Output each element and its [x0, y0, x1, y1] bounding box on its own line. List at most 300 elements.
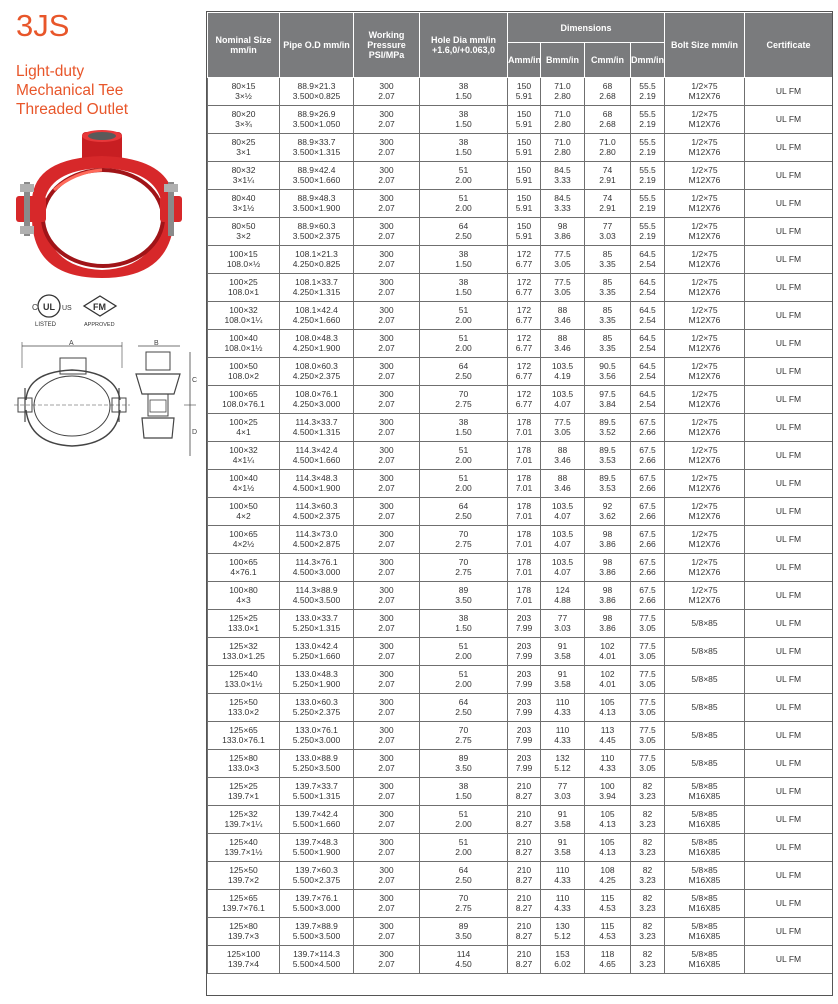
cell-certificate: UL FM	[745, 190, 833, 218]
cell-bolt-size: 1/2×75 M12X76	[665, 246, 745, 274]
cell-dim-b: 103.5 4.07	[541, 554, 585, 582]
cell-certificate: UL FM	[745, 778, 833, 806]
cell-dim-d: 55.5 2.19	[631, 162, 665, 190]
ul-c-mark: C	[32, 303, 38, 312]
cell-working-pressure: 300 2.07	[354, 190, 420, 218]
cell-dim-b: 77.5 3.05	[541, 414, 585, 442]
cell-dim-d: 67.5 2.66	[631, 554, 665, 582]
cell-dim-a: 150 5.91	[508, 162, 541, 190]
cell-dim-d: 82 3.23	[631, 806, 665, 834]
cell-certificate: UL FM	[745, 134, 833, 162]
cell-dim-b: 91 3.58	[541, 638, 585, 666]
cell-bolt-size: 5/8×85	[665, 666, 745, 694]
cell-nominal-size: 80×25 3×1	[208, 134, 280, 162]
cell-hole-dia: 89 3.50	[420, 750, 508, 778]
cell-certificate: UL FM	[745, 666, 833, 694]
cell-nominal-size: 125×65 133.0×76.1	[208, 722, 280, 750]
cell-bolt-size: 5/8×85 M16X85	[665, 946, 745, 974]
cell-nominal-size: 100×65 4×2½	[208, 526, 280, 554]
cell-pipe-od: 139.7×114.3 5.500×4.500	[280, 946, 354, 974]
cell-dim-b: 88 3.46	[541, 302, 585, 330]
cell-bolt-size: 5/8×85	[665, 750, 745, 778]
cell-certificate: UL FM	[745, 694, 833, 722]
cell-bolt-size: 1/2×75 M12X76	[665, 498, 745, 526]
cell-bolt-size: 1/2×75 M12X76	[665, 106, 745, 134]
cell-working-pressure: 300 2.07	[354, 274, 420, 302]
cell-pipe-od: 133.0×33.7 5.250×1.315	[280, 610, 354, 638]
cell-pipe-od: 108.0×60.3 4.250×2.375	[280, 358, 354, 386]
fm-mark: FM	[93, 302, 106, 312]
table-row	[208, 106, 833, 134]
cell-certificate: UL FM	[745, 610, 833, 638]
cell-pipe-od: 108.1×42.4 4.250×1.660	[280, 302, 354, 330]
table-row	[208, 218, 833, 246]
cell-dim-c: 105 4.13	[585, 806, 631, 834]
cell-dim-c: 68 2.68	[585, 78, 631, 106]
cell-pipe-od: 133.0×76.1 5.250×3.000	[280, 722, 354, 750]
cell-nominal-size: 125×100 139.7×4	[208, 946, 280, 974]
cell-dim-a: 150 5.91	[508, 78, 541, 106]
header-dim-c: Cmm/in	[585, 43, 631, 78]
cell-bolt-size: 1/2×75 M12X76	[665, 218, 745, 246]
cell-dim-d: 77.5 3.05	[631, 722, 665, 750]
cell-pipe-od: 114.3×60.3 4.500×2.375	[280, 498, 354, 526]
cell-dim-b: 71.0 2.80	[541, 106, 585, 134]
cell-hole-dia: 64 2.50	[420, 694, 508, 722]
cell-nominal-size: 80×15 3×½	[208, 78, 280, 106]
cell-working-pressure: 300 2.07	[354, 470, 420, 498]
cell-dim-b: 132 5.12	[541, 750, 585, 778]
cell-working-pressure: 300 2.07	[354, 778, 420, 806]
cell-pipe-od: 108.0×48.3 4.250×1.900	[280, 330, 354, 358]
cell-certificate: UL FM	[745, 526, 833, 554]
cell-dim-b: 103.5 4.07	[541, 526, 585, 554]
cell-hole-dia: 70 2.75	[420, 722, 508, 750]
table-row	[208, 190, 833, 218]
cell-dim-a: 210 8.27	[508, 946, 541, 974]
cell-nominal-size: 100×80 4×3	[208, 582, 280, 610]
cell-dim-c: 92 3.62	[585, 498, 631, 526]
header-bolt-size: Bolt Size mm/in	[665, 13, 745, 78]
cell-certificate: UL FM	[745, 554, 833, 582]
cell-dim-d: 82 3.23	[631, 918, 665, 946]
cell-bolt-size: 1/2×75 M12X76	[665, 274, 745, 302]
cell-pipe-od: 139.7×76.1 5.500×3.000	[280, 890, 354, 918]
cell-pipe-od: 108.1×21.3 4.250×0.825	[280, 246, 354, 274]
header-dimensions: Dimensions	[508, 13, 665, 43]
cell-dim-d: 77.5 3.05	[631, 638, 665, 666]
certification-marks	[28, 292, 138, 330]
cell-hole-dia: 64 2.50	[420, 218, 508, 246]
cell-dim-a: 210 8.27	[508, 778, 541, 806]
cell-certificate: UL FM	[745, 806, 833, 834]
cell-working-pressure: 300 2.07	[354, 806, 420, 834]
cell-dim-a: 172 6.77	[508, 386, 541, 414]
cell-dim-c: 98 3.86	[585, 582, 631, 610]
cell-pipe-od: 114.3×48.3 4.500×1.900	[280, 470, 354, 498]
cell-bolt-size: 1/2×75 M12X76	[665, 190, 745, 218]
cell-dim-b: 77.5 3.05	[541, 274, 585, 302]
cell-dim-b: 103.5 4.19	[541, 358, 585, 386]
cell-nominal-size: 125×25 139.7×1	[208, 778, 280, 806]
cell-dim-a: 172 6.77	[508, 274, 541, 302]
model-title: 3JS	[16, 8, 70, 43]
cell-dim-b: 84.5 3.33	[541, 190, 585, 218]
header-certificate: Certificate	[745, 13, 833, 78]
cell-working-pressure: 300 2.07	[354, 218, 420, 246]
cell-pipe-od: 114.3×73.0 4.500×2.875	[280, 526, 354, 554]
cell-bolt-size: 1/2×75 M12X76	[665, 470, 745, 498]
cell-pipe-od: 133.0×42.4 5.250×1.660	[280, 638, 354, 666]
cell-bolt-size: 5/8×85	[665, 638, 745, 666]
cell-dim-d: 55.5 2.19	[631, 190, 665, 218]
table-row	[208, 498, 833, 526]
product-panel	[0, 0, 205, 1004]
cell-nominal-size: 100×65 4×76.1	[208, 554, 280, 582]
cell-dim-a: 203 7.99	[508, 750, 541, 778]
cell-dim-b: 88 3.46	[541, 330, 585, 358]
cell-certificate: UL FM	[745, 918, 833, 946]
cell-dim-c: 90.5 3.56	[585, 358, 631, 386]
cell-bolt-size: 1/2×75 M12X76	[665, 442, 745, 470]
spec-table	[207, 12, 833, 974]
cell-dim-c: 77 3.03	[585, 218, 631, 246]
cell-hole-dia: 51 2.00	[420, 330, 508, 358]
cell-dim-d: 82 3.23	[631, 946, 665, 974]
cell-working-pressure: 300 2.07	[354, 302, 420, 330]
cell-hole-dia: 51 2.00	[420, 190, 508, 218]
cell-dim-d: 55.5 2.19	[631, 78, 665, 106]
cell-dim-c: 110 4.33	[585, 750, 631, 778]
subtitle-line: Mechanical Tee	[16, 82, 124, 99]
cell-certificate: UL FM	[745, 638, 833, 666]
cell-nominal-size: 125×40 133.0×1½	[208, 666, 280, 694]
cell-nominal-size: 100×40 4×1½	[208, 470, 280, 498]
table-row	[208, 946, 833, 974]
cell-certificate: UL FM	[745, 106, 833, 134]
cell-working-pressure: 300 2.07	[354, 722, 420, 750]
cell-nominal-size: 125×25 133.0×1	[208, 610, 280, 638]
cell-nominal-size: 100×15 108.0×½	[208, 246, 280, 274]
cell-nominal-size: 100×40 108.0×1½	[208, 330, 280, 358]
cell-dim-d: 55.5 2.19	[631, 106, 665, 134]
cell-hole-dia: 38 1.50	[420, 134, 508, 162]
cell-hole-dia: 51 2.00	[420, 302, 508, 330]
header-dim-b: Bmm/in	[541, 43, 585, 78]
cell-certificate: UL FM	[745, 834, 833, 862]
cell-pipe-od: 133.0×88.9 5.250×3.500	[280, 750, 354, 778]
cell-certificate: UL FM	[745, 386, 833, 414]
cell-dim-d: 67.5 2.66	[631, 414, 665, 442]
cell-working-pressure: 300 2.07	[354, 946, 420, 974]
cell-nominal-size: 80×40 3×1½	[208, 190, 280, 218]
cell-working-pressure: 300 2.07	[354, 638, 420, 666]
table-row	[208, 526, 833, 554]
cell-bolt-size: 1/2×75 M12X76	[665, 134, 745, 162]
cell-pipe-od: 133.0×48.3 5.250×1.900	[280, 666, 354, 694]
product-subtitle	[16, 62, 128, 119]
dim-label-c: C	[192, 377, 198, 384]
cell-nominal-size: 125×40 139.7×1½	[208, 834, 280, 862]
cell-dim-c: 85 3.35	[585, 274, 631, 302]
cell-dim-a: 178 7.01	[508, 498, 541, 526]
cell-bolt-size: 1/2×75 M12X76	[665, 302, 745, 330]
subtitle-line: Light-duty	[16, 63, 85, 80]
cell-dim-d: 67.5 2.66	[631, 442, 665, 470]
cell-dim-b: 71.0 2.80	[541, 78, 585, 106]
cell-bolt-size: 5/8×85	[665, 610, 745, 638]
cell-hole-dia: 38 1.50	[420, 610, 508, 638]
cell-hole-dia: 51 2.00	[420, 442, 508, 470]
header-dim-d: Dmm/in	[631, 43, 665, 78]
cell-bolt-size: 5/8×85 M16X85	[665, 862, 745, 890]
cell-nominal-size: 125×80 139.7×3	[208, 918, 280, 946]
cell-pipe-od: 88.9×33.7 3.500×1.315	[280, 134, 354, 162]
dim-label-d: D	[192, 429, 198, 436]
cell-working-pressure: 300 2.07	[354, 386, 420, 414]
cell-hole-dia: 64 2.50	[420, 358, 508, 386]
cell-dim-c: 115 4.53	[585, 918, 631, 946]
cell-hole-dia: 70 2.75	[420, 554, 508, 582]
cell-dim-b: 110 4.33	[541, 722, 585, 750]
cell-dim-c: 89.5 3.52	[585, 414, 631, 442]
cell-pipe-od: 88.9×21.3 3.500×0.825	[280, 78, 354, 106]
cell-dim-a: 210 8.27	[508, 806, 541, 834]
cell-hole-dia: 38 1.50	[420, 778, 508, 806]
cell-nominal-size: 125×80 133.0×3	[208, 750, 280, 778]
cell-dim-c: 98 3.86	[585, 610, 631, 638]
cell-certificate: UL FM	[745, 246, 833, 274]
cell-bolt-size: 1/2×75 M12X76	[665, 386, 745, 414]
cell-certificate: UL FM	[745, 358, 833, 386]
table-row	[208, 358, 833, 386]
cell-dim-c: 74 2.91	[585, 162, 631, 190]
cell-bolt-size: 1/2×75 M12X76	[665, 78, 745, 106]
cell-pipe-od: 139.7×42.4 5.500×1.660	[280, 806, 354, 834]
cell-dim-d: 82 3.23	[631, 834, 665, 862]
cell-dim-c: 71.0 2.80	[585, 134, 631, 162]
cell-nominal-size: 80×32 3×1¼	[208, 162, 280, 190]
table-row	[208, 274, 833, 302]
table-row	[208, 162, 833, 190]
cell-dim-a: 172 6.77	[508, 246, 541, 274]
product-photo	[14, 130, 184, 280]
table-row	[208, 638, 833, 666]
cell-pipe-od: 114.3×76.1 4.500×3.000	[280, 554, 354, 582]
table-row	[208, 414, 833, 442]
cell-pipe-od: 88.9×60.3 3.500×2.375	[280, 218, 354, 246]
cell-hole-dia: 51 2.00	[420, 162, 508, 190]
table-row	[208, 302, 833, 330]
cell-pipe-od: 139.7×88.9 5.500×3.500	[280, 918, 354, 946]
cell-working-pressure: 300 2.07	[354, 526, 420, 554]
ul-us-mark: US	[62, 305, 72, 312]
cell-dim-a: 210 8.27	[508, 918, 541, 946]
cell-dim-d: 67.5 2.66	[631, 470, 665, 498]
cell-working-pressure: 300 2.07	[354, 106, 420, 134]
cell-certificate: UL FM	[745, 722, 833, 750]
cell-dim-b: 110 4.33	[541, 890, 585, 918]
cell-working-pressure: 300 2.07	[354, 78, 420, 106]
cell-dim-c: 108 4.25	[585, 862, 631, 890]
cell-pipe-od: 114.3×88.9 4.500×3.500	[280, 582, 354, 610]
cell-dim-a: 150 5.91	[508, 190, 541, 218]
cell-dim-c: 89.5 3.53	[585, 470, 631, 498]
cell-dim-b: 88 3.46	[541, 442, 585, 470]
cell-hole-dia: 70 2.75	[420, 526, 508, 554]
cell-bolt-size: 1/2×75 M12X76	[665, 330, 745, 358]
cell-nominal-size: 125×32 133.0×1.25	[208, 638, 280, 666]
ul-listed-text: LISTED	[35, 322, 57, 328]
cell-dim-d: 77.5 3.05	[631, 694, 665, 722]
cell-working-pressure: 300 2.07	[354, 582, 420, 610]
cell-dim-c: 98 3.86	[585, 554, 631, 582]
header-hole-dia: Hole Dia mm/in +1.6,0/+0.063,0	[420, 13, 508, 78]
cell-dim-d: 64.5 2.54	[631, 358, 665, 386]
cell-dim-b: 124 4.88	[541, 582, 585, 610]
cell-dim-b: 77 3.03	[541, 778, 585, 806]
cell-working-pressure: 300 2.07	[354, 694, 420, 722]
cell-dim-a: 178 7.01	[508, 470, 541, 498]
cell-dim-b: 77 3.03	[541, 610, 585, 638]
cell-dim-b: 103.5 4.07	[541, 386, 585, 414]
cell-certificate: UL FM	[745, 78, 833, 106]
cell-dim-d: 77.5 3.05	[631, 666, 665, 694]
table-row	[208, 610, 833, 638]
cell-working-pressure: 300 2.07	[354, 442, 420, 470]
cell-dim-c: 105 4.13	[585, 694, 631, 722]
cell-dim-d: 64.5 2.54	[631, 302, 665, 330]
cell-dim-d: 67.5 2.66	[631, 582, 665, 610]
cell-working-pressure: 300 2.07	[354, 554, 420, 582]
cell-nominal-size: 100×50 4×2	[208, 498, 280, 526]
table-row	[208, 890, 833, 918]
cell-hole-dia: 38 1.50	[420, 106, 508, 134]
cell-certificate: UL FM	[745, 442, 833, 470]
cell-dim-a: 150 5.91	[508, 134, 541, 162]
cell-bolt-size: 5/8×85 M16X85	[665, 890, 745, 918]
cell-bolt-size: 1/2×75 M12X76	[665, 554, 745, 582]
cell-pipe-od: 108.0×76.1 4.250×3.000	[280, 386, 354, 414]
cell-dim-a: 210 8.27	[508, 834, 541, 862]
ul-mark: UL	[43, 302, 55, 312]
table-row	[208, 554, 833, 582]
subtitle-line: Threaded Outlet	[16, 101, 129, 118]
cell-dim-a: 178 7.01	[508, 414, 541, 442]
cell-bolt-size: 5/8×85	[665, 694, 745, 722]
cell-certificate: UL FM	[745, 218, 833, 246]
cell-certificate: UL FM	[745, 302, 833, 330]
cell-nominal-size: 100×50 108.0×2	[208, 358, 280, 386]
cell-nominal-size: 125×50 139.7×2	[208, 862, 280, 890]
cell-dim-a: 172 6.77	[508, 358, 541, 386]
cell-dim-b: 84.5 3.33	[541, 162, 585, 190]
cell-nominal-size: 125×65 139.7×76.1	[208, 890, 280, 918]
cell-dim-a: 172 6.77	[508, 302, 541, 330]
cell-working-pressure: 300 2.07	[354, 414, 420, 442]
cell-dim-c: 105 4.13	[585, 834, 631, 862]
cell-dim-a: 210 8.27	[508, 862, 541, 890]
cell-bolt-size: 1/2×75 M12X76	[665, 162, 745, 190]
cell-dim-b: 91 3.58	[541, 834, 585, 862]
cell-hole-dia: 89 3.50	[420, 582, 508, 610]
table-row	[208, 834, 833, 862]
cell-dim-c: 102 4.01	[585, 666, 631, 694]
cell-nominal-size: 100×32 108.0×1¼	[208, 302, 280, 330]
cell-dim-d: 82 3.23	[631, 862, 665, 890]
cell-dim-d: 77.5 3.05	[631, 610, 665, 638]
cell-dim-a: 203 7.99	[508, 666, 541, 694]
cell-dim-b: 103.5 4.07	[541, 498, 585, 526]
cell-hole-dia: 51 2.00	[420, 806, 508, 834]
cell-dim-b: 153 6.02	[541, 946, 585, 974]
cell-dim-a: 178 7.01	[508, 582, 541, 610]
cell-working-pressure: 300 2.07	[354, 918, 420, 946]
cell-certificate: UL FM	[745, 414, 833, 442]
cell-dim-c: 68 2.68	[585, 106, 631, 134]
cell-hole-dia: 114 4.50	[420, 946, 508, 974]
cell-dim-a: 178 7.01	[508, 554, 541, 582]
dim-label-a: A	[69, 340, 74, 347]
cell-hole-dia: 70 2.75	[420, 890, 508, 918]
cell-hole-dia: 38 1.50	[420, 78, 508, 106]
cell-dim-c: 85 3.35	[585, 246, 631, 274]
cell-pipe-od: 88.9×48.3 3.500×1.900	[280, 190, 354, 218]
cell-dim-a: 172 6.77	[508, 330, 541, 358]
cell-working-pressure: 300 2.07	[354, 498, 420, 526]
cell-dim-a: 203 7.99	[508, 722, 541, 750]
table-row	[208, 778, 833, 806]
cell-certificate: UL FM	[745, 470, 833, 498]
table-row	[208, 750, 833, 778]
cell-bolt-size: 5/8×85 M16X85	[665, 778, 745, 806]
header-working-pressure: Working Pressure PSI/MPa	[354, 13, 420, 78]
cell-pipe-od: 114.3×42.4 4.500×1.660	[280, 442, 354, 470]
cell-dim-c: 98 3.86	[585, 526, 631, 554]
cell-pipe-od: 133.0×60.3 5.250×2.375	[280, 694, 354, 722]
cell-hole-dia: 64 2.50	[420, 498, 508, 526]
table-row	[208, 246, 833, 274]
cell-dim-d: 82 3.23	[631, 778, 665, 806]
cell-working-pressure: 300 2.07	[354, 162, 420, 190]
cell-dim-b: 91 3.58	[541, 666, 585, 694]
cell-dim-c: 85 3.35	[585, 302, 631, 330]
cell-working-pressure: 300 2.07	[354, 890, 420, 918]
table-row	[208, 386, 833, 414]
cell-dim-b: 110 4.33	[541, 694, 585, 722]
cell-nominal-size: 125×32 139.7×1¼	[208, 806, 280, 834]
cell-dim-b: 91 3.58	[541, 806, 585, 834]
table-row	[208, 470, 833, 498]
cell-dim-b: 110 4.33	[541, 862, 585, 890]
cell-working-pressure: 300 2.07	[354, 610, 420, 638]
cell-working-pressure: 300 2.07	[354, 834, 420, 862]
cell-pipe-od: 114.3×33.7 4.500×1.315	[280, 414, 354, 442]
cell-dim-b: 77.5 3.05	[541, 246, 585, 274]
cell-hole-dia: 64 2.50	[420, 862, 508, 890]
cell-dim-c: 102 4.01	[585, 638, 631, 666]
cell-hole-dia: 38 1.50	[420, 246, 508, 274]
cell-hole-dia: 51 2.00	[420, 834, 508, 862]
cell-certificate: UL FM	[745, 330, 833, 358]
cell-bolt-size: 5/8×85 M16X85	[665, 806, 745, 834]
cell-hole-dia: 38 1.50	[420, 274, 508, 302]
table-row	[208, 694, 833, 722]
cell-dim-d: 67.5 2.66	[631, 498, 665, 526]
cell-pipe-od: 139.7×60.3 5.500×2.375	[280, 862, 354, 890]
cell-pipe-od: 139.7×48.3 5.500×1.900	[280, 834, 354, 862]
cell-dim-d: 64.5 2.54	[631, 386, 665, 414]
